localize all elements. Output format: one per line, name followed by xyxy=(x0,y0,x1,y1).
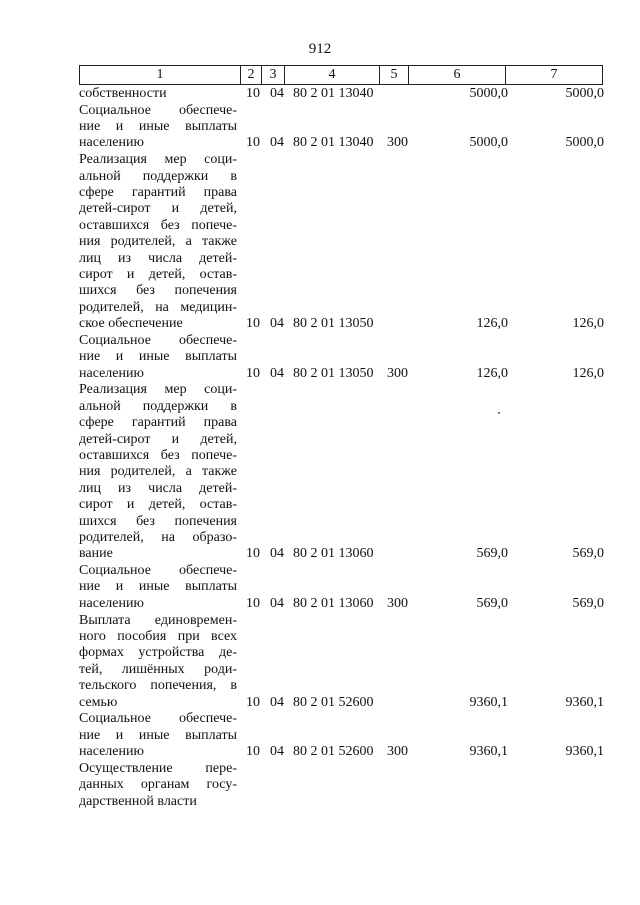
row-description-line: данных органам госу- xyxy=(79,777,237,793)
row-cell-c6: 9360,1 xyxy=(469,694,508,710)
row-cell-c2: 10 xyxy=(246,316,260,332)
row-cell-c3: 04 xyxy=(270,135,284,151)
row-description-line: ние и иные выплаты xyxy=(79,727,237,743)
row-description-line: альной поддержки в xyxy=(79,398,237,414)
row-cell-c7: 9360,1 xyxy=(565,694,604,710)
row-description-line: населению xyxy=(79,135,144,151)
row-description-line: оставшихся без попече- xyxy=(79,447,237,463)
row-cell-c4: 80 2 01 13050 xyxy=(293,316,374,332)
row-description-line: сирот и детей, остав- xyxy=(79,266,237,282)
row-description-line: Социальное обеспече- xyxy=(79,711,237,727)
row-cell-c6: 569,0 xyxy=(476,546,508,562)
header-col-6: 6 xyxy=(409,66,506,85)
row-description-line: оставшихся без попече- xyxy=(79,217,237,233)
header-col-5: 5 xyxy=(380,66,409,85)
row-cell-c7: 569,0 xyxy=(572,546,604,562)
row-cell-c2: 10 xyxy=(246,595,260,611)
row-cell-c5: 300 xyxy=(387,744,408,760)
row-description-line: лиц из числа детей- xyxy=(79,480,237,496)
row-cell-c6: 5000,0 xyxy=(469,86,508,101)
row-cell-c7: 5000,0 xyxy=(565,135,604,151)
row-description-line: шихся без попечения xyxy=(79,283,237,299)
row-cell-c3: 04 xyxy=(270,316,284,332)
row-description-line: детей-сирот и детей, xyxy=(79,201,237,217)
row-cell-c2: 10 xyxy=(246,135,260,151)
header-col-4: 4 xyxy=(285,66,380,85)
row-cell-c2: 10 xyxy=(246,744,260,760)
row-cell-c3: 04 xyxy=(270,86,284,101)
row-cell-c6: 126,0 xyxy=(476,365,508,381)
row-description-line: ния родителей, а также xyxy=(79,234,237,250)
row-description-line: родителей, на образо- xyxy=(79,529,237,545)
row-description-line: сирот и детей, остав- xyxy=(79,497,237,513)
row-cell-c4: 80 2 01 13040 xyxy=(293,86,374,101)
scan-speck xyxy=(498,412,500,414)
row-description-line: родителей, на медицин- xyxy=(79,299,237,315)
row-description-line: тельского попечения, в xyxy=(79,678,237,694)
row-description-line: тей, лишённых роди- xyxy=(79,661,237,677)
row-cell-c3: 04 xyxy=(270,744,284,760)
header-col-7: 7 xyxy=(506,66,603,85)
row-cell-c6: 9360,1 xyxy=(469,744,508,760)
row-description-line: населению xyxy=(79,365,144,381)
row-cell-c5: 300 xyxy=(387,135,408,151)
row-cell-c7: 5000,0 xyxy=(565,86,604,101)
row-description-line: Реализация мер соци- xyxy=(79,382,237,398)
row-cell-c2: 10 xyxy=(246,365,260,381)
row-cell-c4: 80 2 01 13040 xyxy=(293,135,374,151)
row-cell-c4: 80 2 01 13060 xyxy=(293,546,374,562)
row-cell-c3: 04 xyxy=(270,595,284,611)
row-cell-c5: 300 xyxy=(387,365,408,381)
row-description-line: Реализация мер соци- xyxy=(79,152,237,168)
table-header xyxy=(79,65,603,85)
header-col-2: 2 xyxy=(241,66,262,85)
row-cell-c6: 5000,0 xyxy=(469,135,508,151)
row-description-line: формах устройства де- xyxy=(79,645,237,661)
header-col-3: 3 xyxy=(262,66,285,85)
row-description-line: населению xyxy=(79,595,144,611)
row-cell-c7: 9360,1 xyxy=(565,744,604,760)
row-description-line: семью xyxy=(79,694,118,710)
row-cell-c4: 80 2 01 13060 xyxy=(293,595,374,611)
row-cell-c4: 80 2 01 52600 xyxy=(293,744,374,760)
row-description-line: дарственной власти xyxy=(79,793,197,809)
row-cell-c6: 569,0 xyxy=(476,595,508,611)
row-cell-c6: 126,0 xyxy=(476,316,508,332)
row-description-line: альной поддержки в xyxy=(79,168,237,184)
row-description-line: Социальное обеспече- xyxy=(79,332,237,348)
row-cell-c3: 04 xyxy=(270,694,284,710)
row-description-line: ние и иные выплаты xyxy=(79,579,237,595)
row-cell-c2: 10 xyxy=(246,694,260,710)
row-description-line: ское обеспечение xyxy=(79,316,183,332)
header-col-1: 1 xyxy=(80,66,241,85)
row-cell-c3: 04 xyxy=(270,546,284,562)
row-cell-c7: 126,0 xyxy=(572,316,604,332)
row-description-line: сфере гарантий права xyxy=(79,415,237,431)
row-description-line: ного пособия при всех xyxy=(79,628,237,644)
row-description-line: лиц из числа детей- xyxy=(79,250,237,266)
row-cell-c2: 10 xyxy=(246,86,260,101)
page-number: 912 xyxy=(308,41,332,57)
row-cell-c7: 569,0 xyxy=(572,595,604,611)
row-cell-c5: 300 xyxy=(387,595,408,611)
row-description-line: детей-сирот и детей, xyxy=(79,431,237,447)
row-description-line: Социальное обеспече- xyxy=(79,102,237,118)
row-cell-c7: 126,0 xyxy=(572,365,604,381)
row-cell-c4: 80 2 01 13050 xyxy=(293,365,374,381)
row-cell-c4: 80 2 01 52600 xyxy=(293,694,374,710)
row-description-line: ние и иные выплаты xyxy=(79,349,237,365)
row-description-line: ния родителей, а также xyxy=(79,464,237,480)
row-description-line: Выплата единовремен- xyxy=(79,612,237,628)
row-description-line: сфере гарантий права xyxy=(79,184,237,200)
row-cell-c2: 10 xyxy=(246,546,260,562)
row-description-line: вание xyxy=(79,546,113,562)
row-description-line: населению xyxy=(79,744,144,760)
row-description-line: собственности xyxy=(79,86,167,101)
row-description-line: Осуществление пере- xyxy=(79,760,237,776)
row-description-line: шихся без попечения xyxy=(79,513,237,529)
row-cell-c3: 04 xyxy=(270,365,284,381)
row-description-line: ние и иные выплаты xyxy=(79,119,237,135)
row-description-line: Социальное обеспече- xyxy=(79,563,237,579)
